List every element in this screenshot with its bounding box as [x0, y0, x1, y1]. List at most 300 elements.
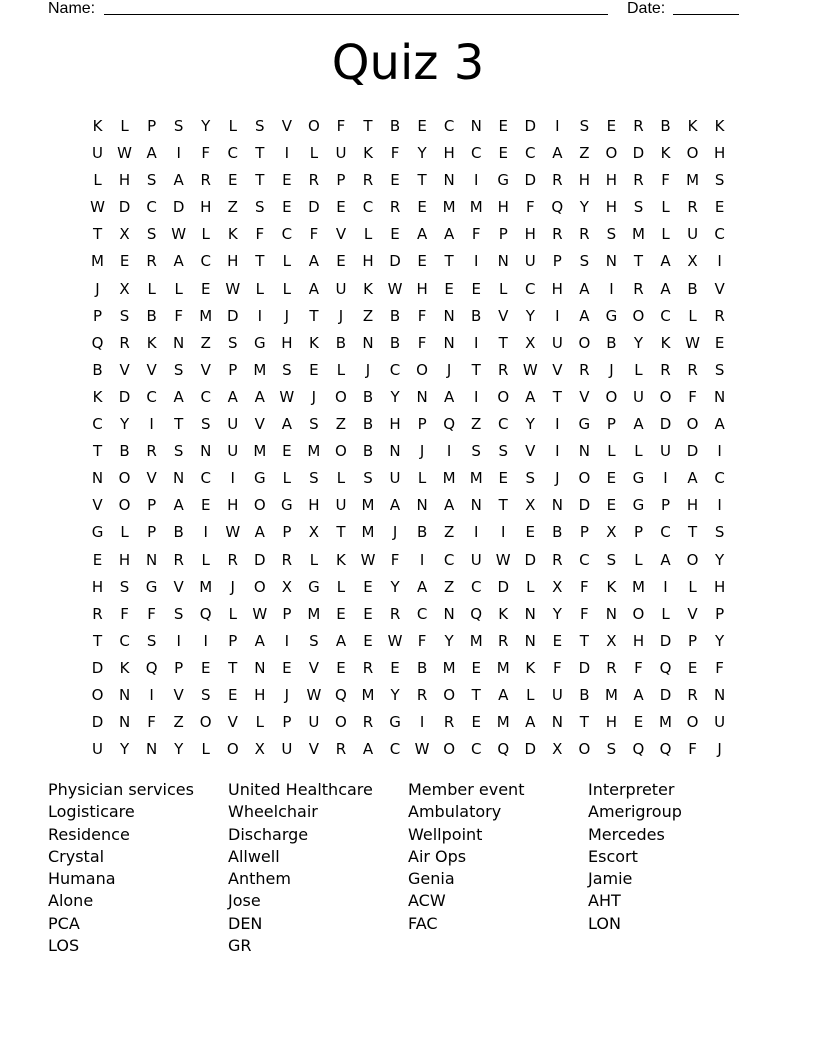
grid-letter[interactable]: E: [336, 252, 346, 271]
grid-letter[interactable]: Y: [525, 306, 535, 325]
grid-letter[interactable]: T: [255, 171, 265, 190]
grid-letter[interactable]: T: [92, 225, 103, 244]
grid-letter[interactable]: O: [307, 117, 320, 135]
grid-letter[interactable]: O: [443, 685, 456, 704]
grid-letter[interactable]: T: [633, 252, 644, 271]
grid-letter[interactable]: B: [146, 306, 157, 325]
grid-letter[interactable]: Y: [417, 144, 427, 163]
grid-letter[interactable]: M: [199, 577, 213, 596]
grid-letter[interactable]: R: [227, 550, 238, 569]
grid-letter[interactable]: Y: [579, 198, 589, 217]
grid-letter[interactable]: H: [91, 577, 104, 596]
grid-letter[interactable]: F: [661, 171, 670, 190]
grid-letter[interactable]: E: [119, 252, 130, 271]
grid-letter[interactable]: E: [309, 360, 319, 379]
grid-letter[interactable]: M: [469, 469, 483, 488]
grid-letter[interactable]: A: [281, 415, 292, 434]
grid-letter[interactable]: S: [282, 360, 292, 379]
grid-letter[interactable]: E: [282, 658, 292, 677]
grid-letter[interactable]: C: [470, 740, 482, 759]
grid-letter[interactable]: A: [254, 387, 265, 406]
grid-letter[interactable]: U: [335, 279, 347, 298]
grid-letter[interactable]: O: [578, 469, 591, 488]
grid-letter[interactable]: D: [172, 198, 185, 217]
grid-letter[interactable]: L: [634, 550, 643, 569]
grid-letter[interactable]: M: [253, 442, 267, 461]
grid-letter[interactable]: P: [606, 415, 616, 434]
grid-letter[interactable]: T: [174, 415, 184, 434]
grid-letter[interactable]: D: [659, 631, 672, 650]
grid-letter[interactable]: B: [687, 279, 698, 298]
grid-letter[interactable]: I: [230, 469, 235, 488]
grid-letter[interactable]: Y: [715, 631, 725, 650]
grid-letter[interactable]: V: [200, 360, 211, 379]
grid-letter[interactable]: L: [661, 225, 670, 244]
grid-letter[interactable]: P: [174, 658, 184, 677]
grid-letter[interactable]: C: [443, 550, 455, 569]
grid-letter[interactable]: S: [714, 360, 725, 379]
grid-letter[interactable]: E: [200, 658, 211, 677]
grid-letter[interactable]: K: [92, 117, 103, 135]
grid-letter[interactable]: D: [524, 550, 537, 569]
name-blank-line[interactable]: [104, 14, 608, 15]
grid-letter[interactable]: Y: [201, 117, 211, 135]
grid-letter[interactable]: B: [362, 442, 374, 461]
grid-letter[interactable]: H: [605, 198, 618, 217]
grid-letter[interactable]: S: [606, 225, 617, 244]
grid-letter[interactable]: E: [606, 496, 617, 515]
grid-letter[interactable]: A: [633, 685, 644, 704]
grid-letter[interactable]: X: [281, 577, 292, 596]
grid-letter[interactable]: O: [335, 713, 347, 732]
grid-letter[interactable]: P: [93, 306, 103, 325]
grid-letter[interactable]: E: [228, 171, 238, 190]
grid-letter[interactable]: H: [443, 144, 455, 163]
grid-letter[interactable]: R: [714, 306, 725, 325]
grid-letter[interactable]: S: [146, 631, 157, 650]
grid-letter[interactable]: W: [90, 198, 105, 217]
grid-letter[interactable]: A: [362, 740, 374, 759]
grid-letter[interactable]: X: [552, 577, 563, 596]
grid-letter[interactable]: R: [389, 604, 401, 623]
grid-letter[interactable]: H: [605, 713, 618, 732]
grid-letter[interactable]: F: [553, 658, 562, 677]
grid-letter[interactable]: B: [362, 387, 374, 406]
grid-letter[interactable]: E: [417, 117, 427, 135]
grid-letter[interactable]: L: [120, 117, 129, 135]
grid-letter[interactable]: N: [443, 306, 455, 325]
grid-letter[interactable]: C: [389, 360, 401, 379]
grid-letter[interactable]: O: [335, 442, 347, 461]
grid-letter[interactable]: Z: [227, 198, 238, 217]
grid-letter[interactable]: H: [713, 577, 726, 596]
grid-letter[interactable]: I: [284, 631, 290, 650]
grid-letter[interactable]: M: [442, 658, 456, 677]
grid-letter[interactable]: Z: [471, 415, 482, 434]
grid-letter[interactable]: Q: [443, 415, 456, 434]
grid-letter[interactable]: E: [282, 442, 292, 461]
grid-letter[interactable]: L: [634, 442, 643, 461]
grid-letter[interactable]: Z: [200, 333, 211, 352]
grid-letter[interactable]: R: [552, 550, 563, 569]
grid-letter[interactable]: U: [632, 387, 644, 406]
grid-letter[interactable]: U: [308, 713, 320, 732]
grid-letter[interactable]: J: [95, 279, 100, 298]
grid-letter[interactable]: V: [335, 225, 347, 244]
grid-letter[interactable]: X: [119, 279, 130, 298]
grid-letter[interactable]: B: [389, 117, 401, 135]
grid-letter[interactable]: A: [660, 252, 671, 271]
grid-letter[interactable]: J: [311, 387, 317, 406]
grid-letter[interactable]: O: [686, 415, 699, 434]
grid-letter[interactable]: L: [526, 685, 535, 704]
grid-letter[interactable]: A: [308, 252, 320, 271]
grid-letter[interactable]: A: [579, 279, 590, 298]
grid-letter[interactable]: X: [606, 523, 617, 542]
grid-letter[interactable]: V: [173, 577, 184, 596]
grid-letter[interactable]: K: [363, 279, 373, 298]
grid-letter[interactable]: A: [308, 279, 320, 298]
grid-letter[interactable]: J: [446, 360, 452, 379]
grid-letter[interactable]: C: [281, 225, 293, 244]
grid-letter[interactable]: E: [498, 144, 508, 163]
grid-letter[interactable]: A: [173, 171, 184, 190]
grid-letter[interactable]: C: [227, 144, 238, 163]
grid-letter[interactable]: E: [714, 333, 725, 352]
grid-letter[interactable]: C: [92, 415, 103, 434]
grid-letter[interactable]: K: [687, 117, 698, 135]
grid-letter[interactable]: O: [605, 144, 618, 163]
grid-letter[interactable]: R: [552, 225, 563, 244]
grid-letter[interactable]: W: [171, 225, 187, 244]
grid-letter[interactable]: K: [336, 550, 346, 569]
grid-letter[interactable]: W: [117, 144, 132, 163]
grid-letter[interactable]: P: [579, 523, 589, 542]
grid-letter[interactable]: L: [282, 469, 292, 488]
grid-letter[interactable]: F: [201, 144, 211, 163]
grid-letter[interactable]: R: [92, 604, 103, 623]
grid-letter[interactable]: S: [146, 171, 157, 190]
grid-letter[interactable]: N: [470, 496, 482, 515]
grid-letter[interactable]: O: [632, 306, 645, 325]
grid-letter[interactable]: I: [203, 523, 208, 542]
grid-letter[interactable]: R: [579, 225, 590, 244]
grid-letter[interactable]: B: [119, 442, 130, 461]
grid-letter[interactable]: C: [525, 279, 536, 298]
grid-letter[interactable]: D: [524, 117, 537, 135]
grid-letter[interactable]: L: [174, 279, 183, 298]
grid-letter[interactable]: E: [714, 198, 725, 217]
grid-letter[interactable]: A: [660, 550, 671, 569]
grid-letter[interactable]: C: [714, 225, 725, 244]
grid-letter[interactable]: U: [335, 496, 347, 515]
grid-letter[interactable]: C: [470, 144, 482, 163]
grid-letter[interactable]: A: [146, 144, 157, 163]
grid-letter[interactable]: M: [496, 658, 510, 677]
grid-letter[interactable]: J: [365, 360, 371, 379]
grid-letter[interactable]: K: [146, 333, 157, 352]
grid-letter[interactable]: E: [525, 523, 536, 542]
grid-letter[interactable]: D: [91, 713, 104, 732]
grid-letter[interactable]: A: [633, 415, 644, 434]
grid-letter[interactable]: T: [471, 360, 481, 379]
grid-letter[interactable]: F: [255, 225, 265, 244]
grid-letter[interactable]: E: [390, 171, 400, 190]
grid-letter[interactable]: B: [335, 333, 347, 352]
grid-letter[interactable]: A: [254, 631, 265, 650]
grid-letter[interactable]: P: [147, 496, 157, 515]
grid-letter[interactable]: U: [470, 550, 482, 569]
grid-letter[interactable]: F: [417, 306, 427, 325]
grid-letter[interactable]: T: [255, 252, 265, 271]
grid-letter[interactable]: B: [471, 306, 482, 325]
grid-letter[interactable]: H: [416, 279, 428, 298]
grid-letter[interactable]: Y: [119, 740, 130, 759]
grid-letter[interactable]: L: [526, 577, 535, 596]
grid-letter[interactable]: E: [417, 252, 427, 271]
grid-letter[interactable]: Y: [633, 333, 644, 352]
grid-letter[interactable]: C: [119, 631, 130, 650]
grid-letter[interactable]: C: [443, 117, 455, 135]
grid-letter[interactable]: M: [442, 198, 456, 217]
grid-letter[interactable]: K: [606, 577, 617, 596]
grid-letter[interactable]: U: [389, 469, 401, 488]
grid-letter[interactable]: P: [282, 523, 292, 542]
grid-letter[interactable]: T: [92, 631, 103, 650]
grid-letter[interactable]: U: [524, 252, 536, 271]
grid-letter[interactable]: D: [308, 198, 320, 217]
grid-letter[interactable]: P: [147, 117, 157, 135]
grid-letter[interactable]: S: [200, 415, 211, 434]
grid-letter[interactable]: V: [525, 442, 536, 461]
grid-letter[interactable]: H: [524, 225, 536, 244]
grid-letter[interactable]: B: [92, 360, 103, 379]
grid-letter[interactable]: J: [717, 740, 722, 759]
grid-letter[interactable]: E: [282, 171, 292, 190]
grid-letter[interactable]: Y: [552, 604, 562, 623]
grid-letter[interactable]: D: [659, 685, 672, 704]
grid-letter[interactable]: N: [524, 604, 536, 623]
grid-letter[interactable]: A: [335, 631, 347, 650]
grid-letter[interactable]: I: [609, 279, 614, 298]
grid-letter[interactable]: H: [578, 171, 590, 190]
grid-letter[interactable]: N: [173, 333, 185, 352]
grid-letter[interactable]: N: [443, 333, 455, 352]
grid-letter[interactable]: F: [715, 658, 724, 677]
grid-letter[interactable]: R: [606, 658, 617, 677]
grid-letter[interactable]: S: [146, 225, 157, 244]
grid-letter[interactable]: A: [525, 387, 536, 406]
grid-letter[interactable]: U: [227, 442, 239, 461]
grid-letter[interactable]: J: [555, 469, 560, 488]
grid-letter[interactable]: O: [91, 685, 104, 704]
grid-letter[interactable]: P: [660, 496, 671, 515]
grid-letter[interactable]: L: [688, 577, 697, 596]
grid-letter[interactable]: V: [281, 117, 292, 135]
grid-letter[interactable]: L: [147, 279, 156, 298]
grid-letter[interactable]: L: [309, 144, 319, 163]
grid-letter[interactable]: E: [390, 225, 400, 244]
grid-letter[interactable]: M: [469, 631, 483, 650]
grid-letter[interactable]: S: [714, 523, 725, 542]
grid-letter[interactable]: Z: [173, 713, 184, 732]
grid-letter[interactable]: R: [200, 171, 211, 190]
grid-letter[interactable]: A: [416, 577, 428, 596]
grid-letter[interactable]: J: [284, 306, 290, 325]
grid-letter[interactable]: L: [688, 306, 697, 325]
grid-letter[interactable]: C: [416, 604, 428, 623]
grid-letter[interactable]: M: [686, 171, 700, 190]
grid-letter[interactable]: W: [279, 387, 295, 406]
grid-letter[interactable]: A: [444, 225, 455, 244]
grid-letter[interactable]: N: [146, 550, 158, 569]
grid-letter[interactable]: C: [200, 469, 211, 488]
grid-letter[interactable]: B: [606, 333, 617, 352]
grid-letter[interactable]: O: [632, 604, 645, 623]
grid-letter[interactable]: M: [307, 604, 321, 623]
grid-letter[interactable]: U: [714, 713, 726, 732]
grid-letter[interactable]: A: [389, 496, 401, 515]
grid-letter[interactable]: R: [687, 685, 698, 704]
grid-letter[interactable]: Y: [525, 415, 535, 434]
grid-letter[interactable]: L: [201, 550, 210, 569]
grid-letter[interactable]: J: [284, 685, 290, 704]
grid-letter[interactable]: X: [525, 496, 536, 515]
grid-letter[interactable]: E: [633, 713, 644, 732]
grid-letter[interactable]: L: [309, 550, 319, 569]
grid-letter[interactable]: Z: [335, 415, 347, 434]
grid-letter[interactable]: N: [524, 631, 536, 650]
grid-letter[interactable]: I: [176, 144, 181, 163]
grid-letter[interactable]: B: [552, 523, 563, 542]
grid-letter[interactable]: R: [146, 252, 157, 271]
grid-letter[interactable]: I: [555, 415, 560, 434]
grid-letter[interactable]: M: [253, 360, 267, 379]
grid-letter[interactable]: P: [552, 252, 562, 271]
grid-letter[interactable]: O: [578, 333, 591, 352]
grid-letter[interactable]: R: [362, 713, 374, 732]
grid-letter[interactable]: O: [118, 469, 131, 488]
grid-letter[interactable]: Y: [174, 740, 184, 759]
grid-letter[interactable]: C: [470, 577, 482, 596]
grid-letter[interactable]: S: [255, 117, 265, 135]
grid-letter[interactable]: L: [661, 198, 670, 217]
grid-letter[interactable]: N: [91, 469, 104, 488]
grid-letter[interactable]: G: [253, 333, 266, 352]
grid-letter[interactable]: S: [255, 198, 265, 217]
grid-letter[interactable]: U: [660, 442, 671, 461]
grid-letter[interactable]: P: [498, 225, 508, 244]
grid-letter[interactable]: D: [524, 740, 537, 759]
grid-letter[interactable]: Z: [362, 306, 374, 325]
grid-letter[interactable]: L: [336, 360, 346, 379]
grid-letter[interactable]: I: [717, 496, 722, 515]
grid-letter[interactable]: R: [687, 198, 698, 217]
grid-letter[interactable]: O: [659, 387, 672, 406]
grid-letter[interactable]: L: [634, 360, 643, 379]
grid-letter[interactable]: F: [471, 225, 481, 244]
grid-letter[interactable]: F: [147, 713, 156, 732]
grid-letter[interactable]: O: [686, 550, 699, 569]
grid-letter[interactable]: M: [361, 523, 375, 542]
grid-letter[interactable]: G: [578, 415, 591, 434]
grid-letter[interactable]: R: [362, 658, 374, 677]
grid-letter[interactable]: N: [416, 387, 428, 406]
grid-letter[interactable]: O: [686, 713, 699, 732]
grid-letter[interactable]: U: [281, 740, 293, 759]
grid-letter[interactable]: L: [120, 523, 129, 542]
grid-letter[interactable]: E: [336, 604, 346, 623]
grid-letter[interactable]: Q: [632, 740, 645, 759]
grid-letter[interactable]: C: [389, 740, 401, 759]
grid-letter[interactable]: T: [255, 144, 265, 163]
grid-letter[interactable]: W: [306, 685, 322, 704]
grid-letter[interactable]: I: [717, 442, 722, 461]
grid-letter[interactable]: F: [580, 577, 589, 596]
grid-letter[interactable]: D: [226, 306, 239, 325]
grid-letter[interactable]: R: [687, 360, 698, 379]
grid-letter[interactable]: G: [253, 469, 266, 488]
grid-letter[interactable]: D: [686, 442, 699, 461]
grid-letter[interactable]: K: [119, 658, 130, 677]
grid-letter[interactable]: K: [498, 604, 509, 623]
grid-letter[interactable]: S: [173, 360, 184, 379]
grid-letter[interactable]: F: [634, 658, 643, 677]
grid-letter[interactable]: T: [687, 523, 698, 542]
grid-letter[interactable]: V: [173, 685, 184, 704]
grid-letter[interactable]: I: [663, 577, 668, 596]
grid-letter[interactable]: T: [444, 252, 454, 271]
grid-letter[interactable]: N: [200, 442, 212, 461]
grid-letter[interactable]: T: [579, 713, 589, 732]
grid-letter[interactable]: S: [714, 171, 725, 190]
grid-letter[interactable]: V: [119, 360, 130, 379]
grid-letter[interactable]: O: [416, 360, 428, 379]
grid-letter[interactable]: E: [336, 198, 346, 217]
grid-letter[interactable]: M: [631, 225, 645, 244]
grid-letter[interactable]: K: [92, 387, 103, 406]
grid-letter[interactable]: L: [255, 713, 264, 732]
grid-letter[interactable]: H: [497, 198, 509, 217]
grid-letter[interactable]: W: [252, 604, 268, 623]
grid-letter[interactable]: F: [580, 604, 589, 623]
grid-letter[interactable]: L: [201, 740, 210, 759]
grid-letter[interactable]: M: [91, 252, 104, 271]
grid-letter[interactable]: T: [552, 387, 562, 406]
grid-letter[interactable]: Y: [390, 387, 400, 406]
grid-letter[interactable]: V: [146, 469, 157, 488]
grid-letter[interactable]: E: [200, 279, 211, 298]
grid-letter[interactable]: V: [308, 740, 320, 759]
grid-letter[interactable]: Y: [444, 631, 454, 650]
grid-letter[interactable]: J: [392, 523, 398, 542]
grid-letter[interactable]: U: [92, 740, 104, 759]
grid-letter[interactable]: E: [606, 469, 617, 488]
grid-letter[interactable]: C: [660, 523, 671, 542]
grid-letter[interactable]: S: [119, 577, 130, 596]
grid-letter[interactable]: I: [419, 550, 425, 569]
grid-letter[interactable]: R: [362, 171, 374, 190]
grid-letter[interactable]: R: [552, 171, 563, 190]
grid-letter[interactable]: K: [660, 333, 671, 352]
grid-letter[interactable]: S: [200, 685, 211, 704]
grid-letter[interactable]: S: [119, 306, 130, 325]
grid-letter[interactable]: O: [497, 387, 510, 406]
grid-letter[interactable]: O: [578, 740, 591, 759]
grid-letter[interactable]: I: [473, 252, 479, 271]
grid-letter[interactable]: N: [443, 171, 455, 190]
grid-letter[interactable]: S: [579, 117, 590, 135]
